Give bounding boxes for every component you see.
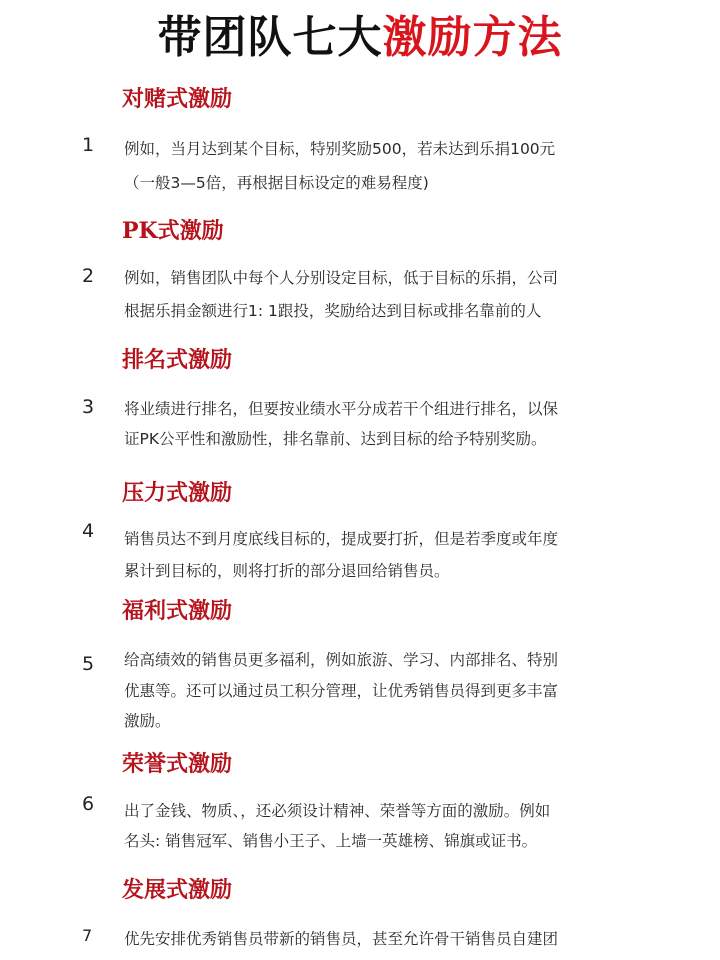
section-number-6: 6: [82, 793, 95, 815]
title-red-part: 激励方法: [382, 12, 563, 63]
section-number-4: 4: [82, 520, 95, 542]
section-6-line-1: 出了金钱、物质、，还必须设计精神、荣誉等方面的激励。例如: [124, 802, 551, 820]
section-heading-7: 发展式激励: [122, 877, 233, 903]
section-number-1: 1: [82, 134, 95, 156]
section-heading-1: 对赌式激励: [122, 86, 233, 112]
section-1-line-1: 例如，当月达到某个目标，特别奖励500，若未达到乐捐100元: [124, 140, 556, 158]
section-2-line-2: 根据乐捐金额进行1: 1跟投，奖励给达到目标或排名靠前的人: [124, 302, 542, 320]
section-heading-2: PK式激励: [122, 218, 224, 244]
title-black-part: 带团队七大: [157, 12, 383, 63]
section-7-line-1: 优先安排优秀销售员带新的销售员，甚至允许骨干销售员自建团: [124, 930, 559, 948]
section-5-line-1: 给高绩效的销售员更多福利，例如旅游、学习、内部排名、特别: [124, 651, 559, 669]
section-heading-6: 荣誉式激励: [122, 751, 233, 777]
section-number-2: 2: [82, 265, 95, 287]
section-5-line-3: 激励。: [124, 712, 171, 730]
section-5-line-2: 优惠等。还可以通过员工积分管理，让优秀销售员得到更多丰富: [124, 682, 559, 700]
section-3-line-2: 证PK公平性和激励性，排名靠前、达到目标的给予特别奖励。: [124, 430, 547, 448]
section-number-3: 3: [82, 396, 95, 418]
section-1-line-2: （一般3—5倍，再根据目标设定的难易程度): [124, 174, 429, 192]
section-6-line-2: 名头: 销售冠军、销售小王子、上墙一英雄榜、锦旗或证书。: [124, 832, 538, 850]
section-number-7: 7: [82, 926, 93, 945]
section-2-line-1: 例如，销售团队中每个人分别设定目标，低于目标的乐捐，公司: [124, 269, 559, 287]
section-heading-3: 排名式激励: [122, 347, 233, 373]
page-title: [0, 6, 720, 70]
section-4-line-2: 累计到目标的，则将打折的部分退回给销售员。: [124, 562, 450, 580]
section-heading-5: 福利式激励: [122, 598, 233, 624]
section-4-line-1: 销售员达不到月度底线目标的，提成要打折，但是若季度或年度: [124, 530, 559, 548]
section-number-5: 5: [82, 653, 95, 675]
section-3-line-1: 将业绩进行排名，但要按业绩水平分成若干个组进行排名，以保: [124, 400, 559, 418]
section-heading-4: 压力式激励: [122, 480, 233, 506]
